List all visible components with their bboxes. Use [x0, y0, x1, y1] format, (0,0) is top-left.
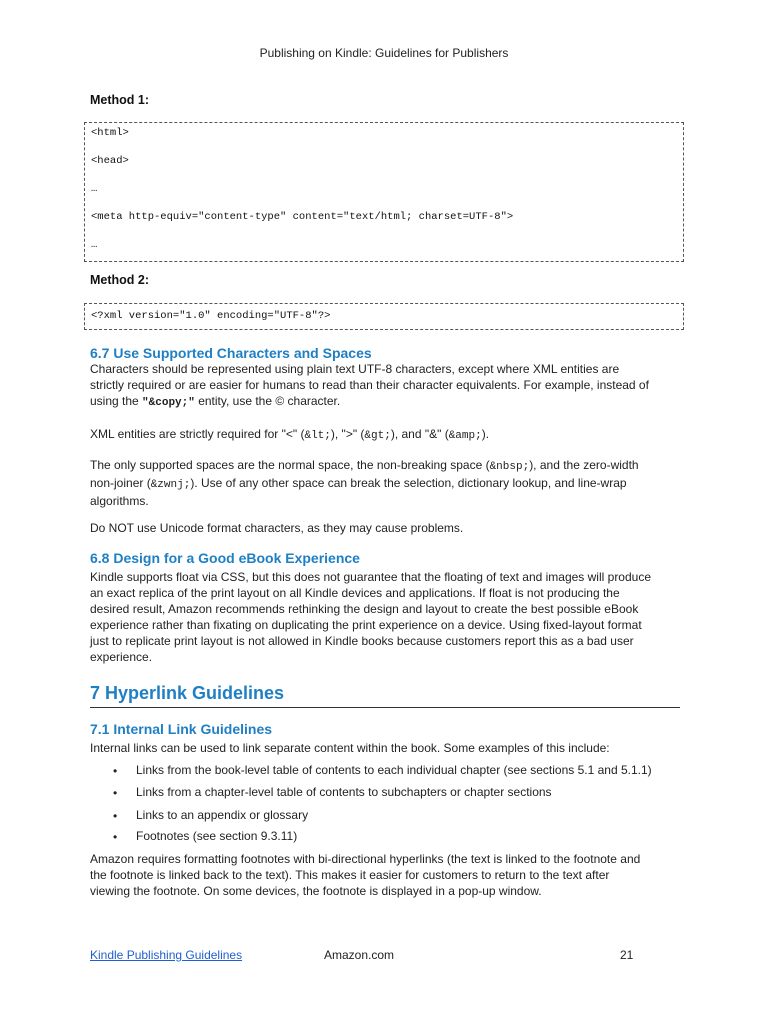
inline-code: "&copy;" [142, 397, 195, 409]
text-line: desired result, Amazon recommends rethinking the design and layout to create the best possible eBook [90, 602, 639, 616]
text-run: ), and the zero-width [529, 458, 639, 472]
bullet-icon: • [113, 786, 118, 800]
text-run: non-joiner ( [90, 476, 151, 490]
text-run: ). Use of any other space can break the selection, dictionary lookup, and line-wrap [190, 476, 627, 490]
inline-code: &amp; [448, 430, 482, 442]
running-header: Publishing on Kindle: Guidelines for Publishers [259, 46, 509, 60]
list-item: Links from the book-level table of contents to each individual chapter (see sections 5.1 and 5.1.1) [136, 763, 652, 777]
text-line: the footnote is linked back to the text). This makes it easier for customers to return to the text after [90, 868, 610, 882]
text-line [90, 393, 690, 411]
text-line: viewing the footnote. On some devices, the footnote is displayed in a pop-up window. [90, 884, 542, 898]
code-line: … [91, 183, 98, 195]
text-line: an exact replica of the print layout on all Kindle devices and applications. If float is not producing the [90, 586, 620, 600]
section-7-1-paragraph [90, 851, 690, 899]
text-run: ). [481, 427, 490, 441]
page-number: 21 [620, 948, 634, 962]
section-divider [90, 707, 680, 708]
text-run: ), and "&" ( [390, 427, 449, 441]
method-1-code-box [84, 122, 684, 262]
section-6-7-paragraph-4: Do NOT use Unicode format characters, as they may cause problems. [90, 521, 464, 535]
section-6-8-heading: 6.8 Design for a Good eBook Experience [90, 550, 360, 566]
bullet-icon: • [113, 764, 118, 778]
text-line [90, 475, 690, 493]
section-7-heading: 7 Hyperlink Guidelines [90, 683, 285, 703]
text-line: Characters should be represented using plain text UTF-8 characters, except where XML entities are [90, 362, 620, 376]
inline-code: &lt; [304, 430, 331, 442]
list-item: Links from a chapter-level table of contents to subchapters or chapter sections [136, 785, 552, 799]
list-item: Footnotes (see section 9.3.11) [136, 829, 298, 843]
text-line: strictly required or are easier for humans to read than their character equivalents. For example, instead of [90, 378, 649, 392]
inline-code: &zwnj; [150, 479, 191, 491]
list-item: Links to an appendix or glossary [136, 808, 309, 822]
text-run: ), ">" ( [330, 427, 365, 441]
text-line [90, 457, 690, 475]
section-6-7-paragraph-3 [90, 457, 690, 509]
text-line: Amazon requires formatting footnotes with bi-directional hyperlinks (the text is linked to the footnote and [90, 852, 641, 866]
text-run: XML entities are strictly required for "<" ( [90, 427, 305, 441]
section-7-1-heading: 7.1 Internal Link Guidelines [90, 721, 273, 737]
code-line: <?xml version="1.0" encoding="UTF-8"?> [91, 310, 331, 322]
text-line: just to replicate print layout is not allowed in Kindle books because customers report this as a bad user [90, 634, 634, 648]
section-6-7-heading: 6.7 Use Supported Characters and Spaces [90, 345, 372, 361]
code-line: <meta http-equiv="content-type" content="text/html; charset=UTF-8"> [91, 211, 514, 223]
text-run: using the [90, 394, 143, 408]
text-line: experience rather than fixating on duplicating the print experience on a device. Using fixed-layout format [90, 618, 642, 632]
text-line: experience. [90, 650, 153, 664]
text-line: algorithms. [90, 494, 149, 508]
footer-guidelines-link[interactable]: Kindle Publishing Guidelines [90, 948, 243, 962]
text-run: entity, use the © character. [194, 394, 341, 408]
code-line: <head> [91, 155, 129, 167]
section-6-7-paragraph-2 [90, 426, 690, 444]
text-run: The only supported spaces are the normal space, the non-breaking space ( [90, 458, 490, 472]
inline-code: &gt; [364, 430, 391, 442]
bullet-icon: • [113, 830, 118, 844]
code-line: … [91, 239, 98, 251]
bullet-icon: • [113, 809, 118, 823]
method-1-label: Method 1: [90, 93, 150, 107]
footer-center-text: Amazon.com [324, 948, 395, 962]
method-2-label: Method 2: [90, 273, 150, 287]
text-line: Kindle supports float via CSS, but this does not guarantee that the floating of text and images will produce [90, 570, 652, 584]
code-line: <html> [91, 127, 129, 139]
section-6-7-paragraph-1 [90, 361, 690, 411]
method-2-code-box [84, 303, 684, 330]
section-6-8-paragraph [90, 569, 690, 665]
inline-code: &nbsp; [489, 461, 530, 473]
section-7-1-intro: Internal links can be used to link separate content within the book. Some examples of this include: [90, 741, 610, 755]
